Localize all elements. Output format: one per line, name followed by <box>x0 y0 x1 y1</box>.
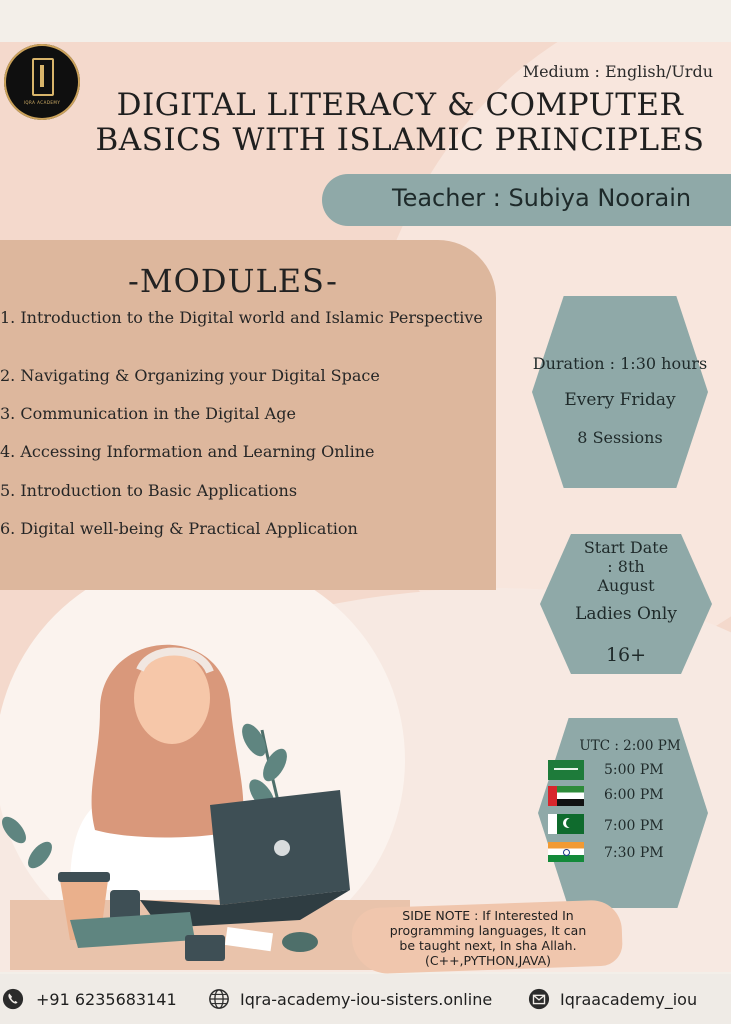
audience-text: Ladies Only <box>575 604 677 624</box>
side-note-line: SIDE NOTE : If Interested In <box>402 908 574 923</box>
uae-flag-icon <box>548 786 584 806</box>
utc-time: UTC : 2:00 PM <box>579 738 681 754</box>
phone-number[interactable]: +91 6235683141 <box>36 990 177 1009</box>
india-time: 7:30 PM <box>604 845 664 861</box>
teacher-name: Teacher : Subiya Noorain <box>392 184 692 212</box>
pakistan-flag-icon <box>548 814 584 834</box>
start-date-line: Start Date <box>583 538 669 557</box>
medium-label: Medium : English/Urdu <box>522 62 713 81</box>
duration-text: Duration : 1:30 hours <box>532 354 708 373</box>
start-date-line: : 8th <box>607 557 645 576</box>
side-note-line: (C++,PYTHON,JAVA) <box>424 953 552 968</box>
side-note <box>362 908 614 968</box>
modules-heading: -MODULES- <box>128 262 338 300</box>
start-date-line: August <box>597 576 655 595</box>
age-text: 16+ <box>605 644 647 666</box>
mail-icon <box>528 988 550 1010</box>
website-link[interactable]: Iqra-academy-iou-sisters.online <box>240 990 493 1009</box>
globe-icon <box>208 988 230 1010</box>
module-item: 1. Introduction to the Digital world and Islamic Perspective <box>0 308 483 327</box>
coffee-lid <box>58 872 110 882</box>
frequency-text: Every Friday <box>564 390 676 410</box>
title-line-2: BASICS WITH ISLAMIC PRINCIPLES <box>95 122 705 158</box>
india-flag-icon <box>548 842 584 862</box>
module-item: 2. Navigating & Organizing your Digital Space <box>0 366 380 385</box>
module-item: 4. Accessing Information and Learning Online <box>0 442 375 461</box>
saudi-time: 5:00 PM <box>604 762 664 778</box>
side-note-line: be taught next, In sha Allah. <box>399 938 577 953</box>
sessions-text: 8 Sessions <box>577 428 663 447</box>
logo-mark-icon <box>32 58 54 96</box>
module-item: 5. Introduction to Basic Applications <box>0 481 298 500</box>
phone-icon <box>2 988 24 1010</box>
title-line-1: DIGITAL LITERACY & COMPUTER <box>116 87 684 123</box>
academy-logo <box>4 44 80 120</box>
logo-text: IQRA ACADEMY <box>23 100 61 105</box>
calculator-icon <box>185 935 225 961</box>
mouse-icon <box>282 932 318 952</box>
saudi-flag-icon <box>548 760 584 780</box>
uae-time: 6:00 PM <box>604 787 664 803</box>
module-item: 3. Communication in the Digital Age <box>0 404 296 423</box>
module-item: 6. Digital well-being & Practical Application <box>0 519 358 538</box>
email-handle[interactable]: Iqraacademy_iou <box>560 990 698 1009</box>
contact-footer <box>0 974 731 1024</box>
side-note-line: programming languages, It can <box>389 923 587 938</box>
pakistan-time: 7:00 PM <box>604 818 664 834</box>
start-date-text <box>540 538 712 595</box>
page-title <box>80 88 720 158</box>
teacher-banner <box>322 174 731 226</box>
laptop-logo-icon <box>274 840 290 856</box>
